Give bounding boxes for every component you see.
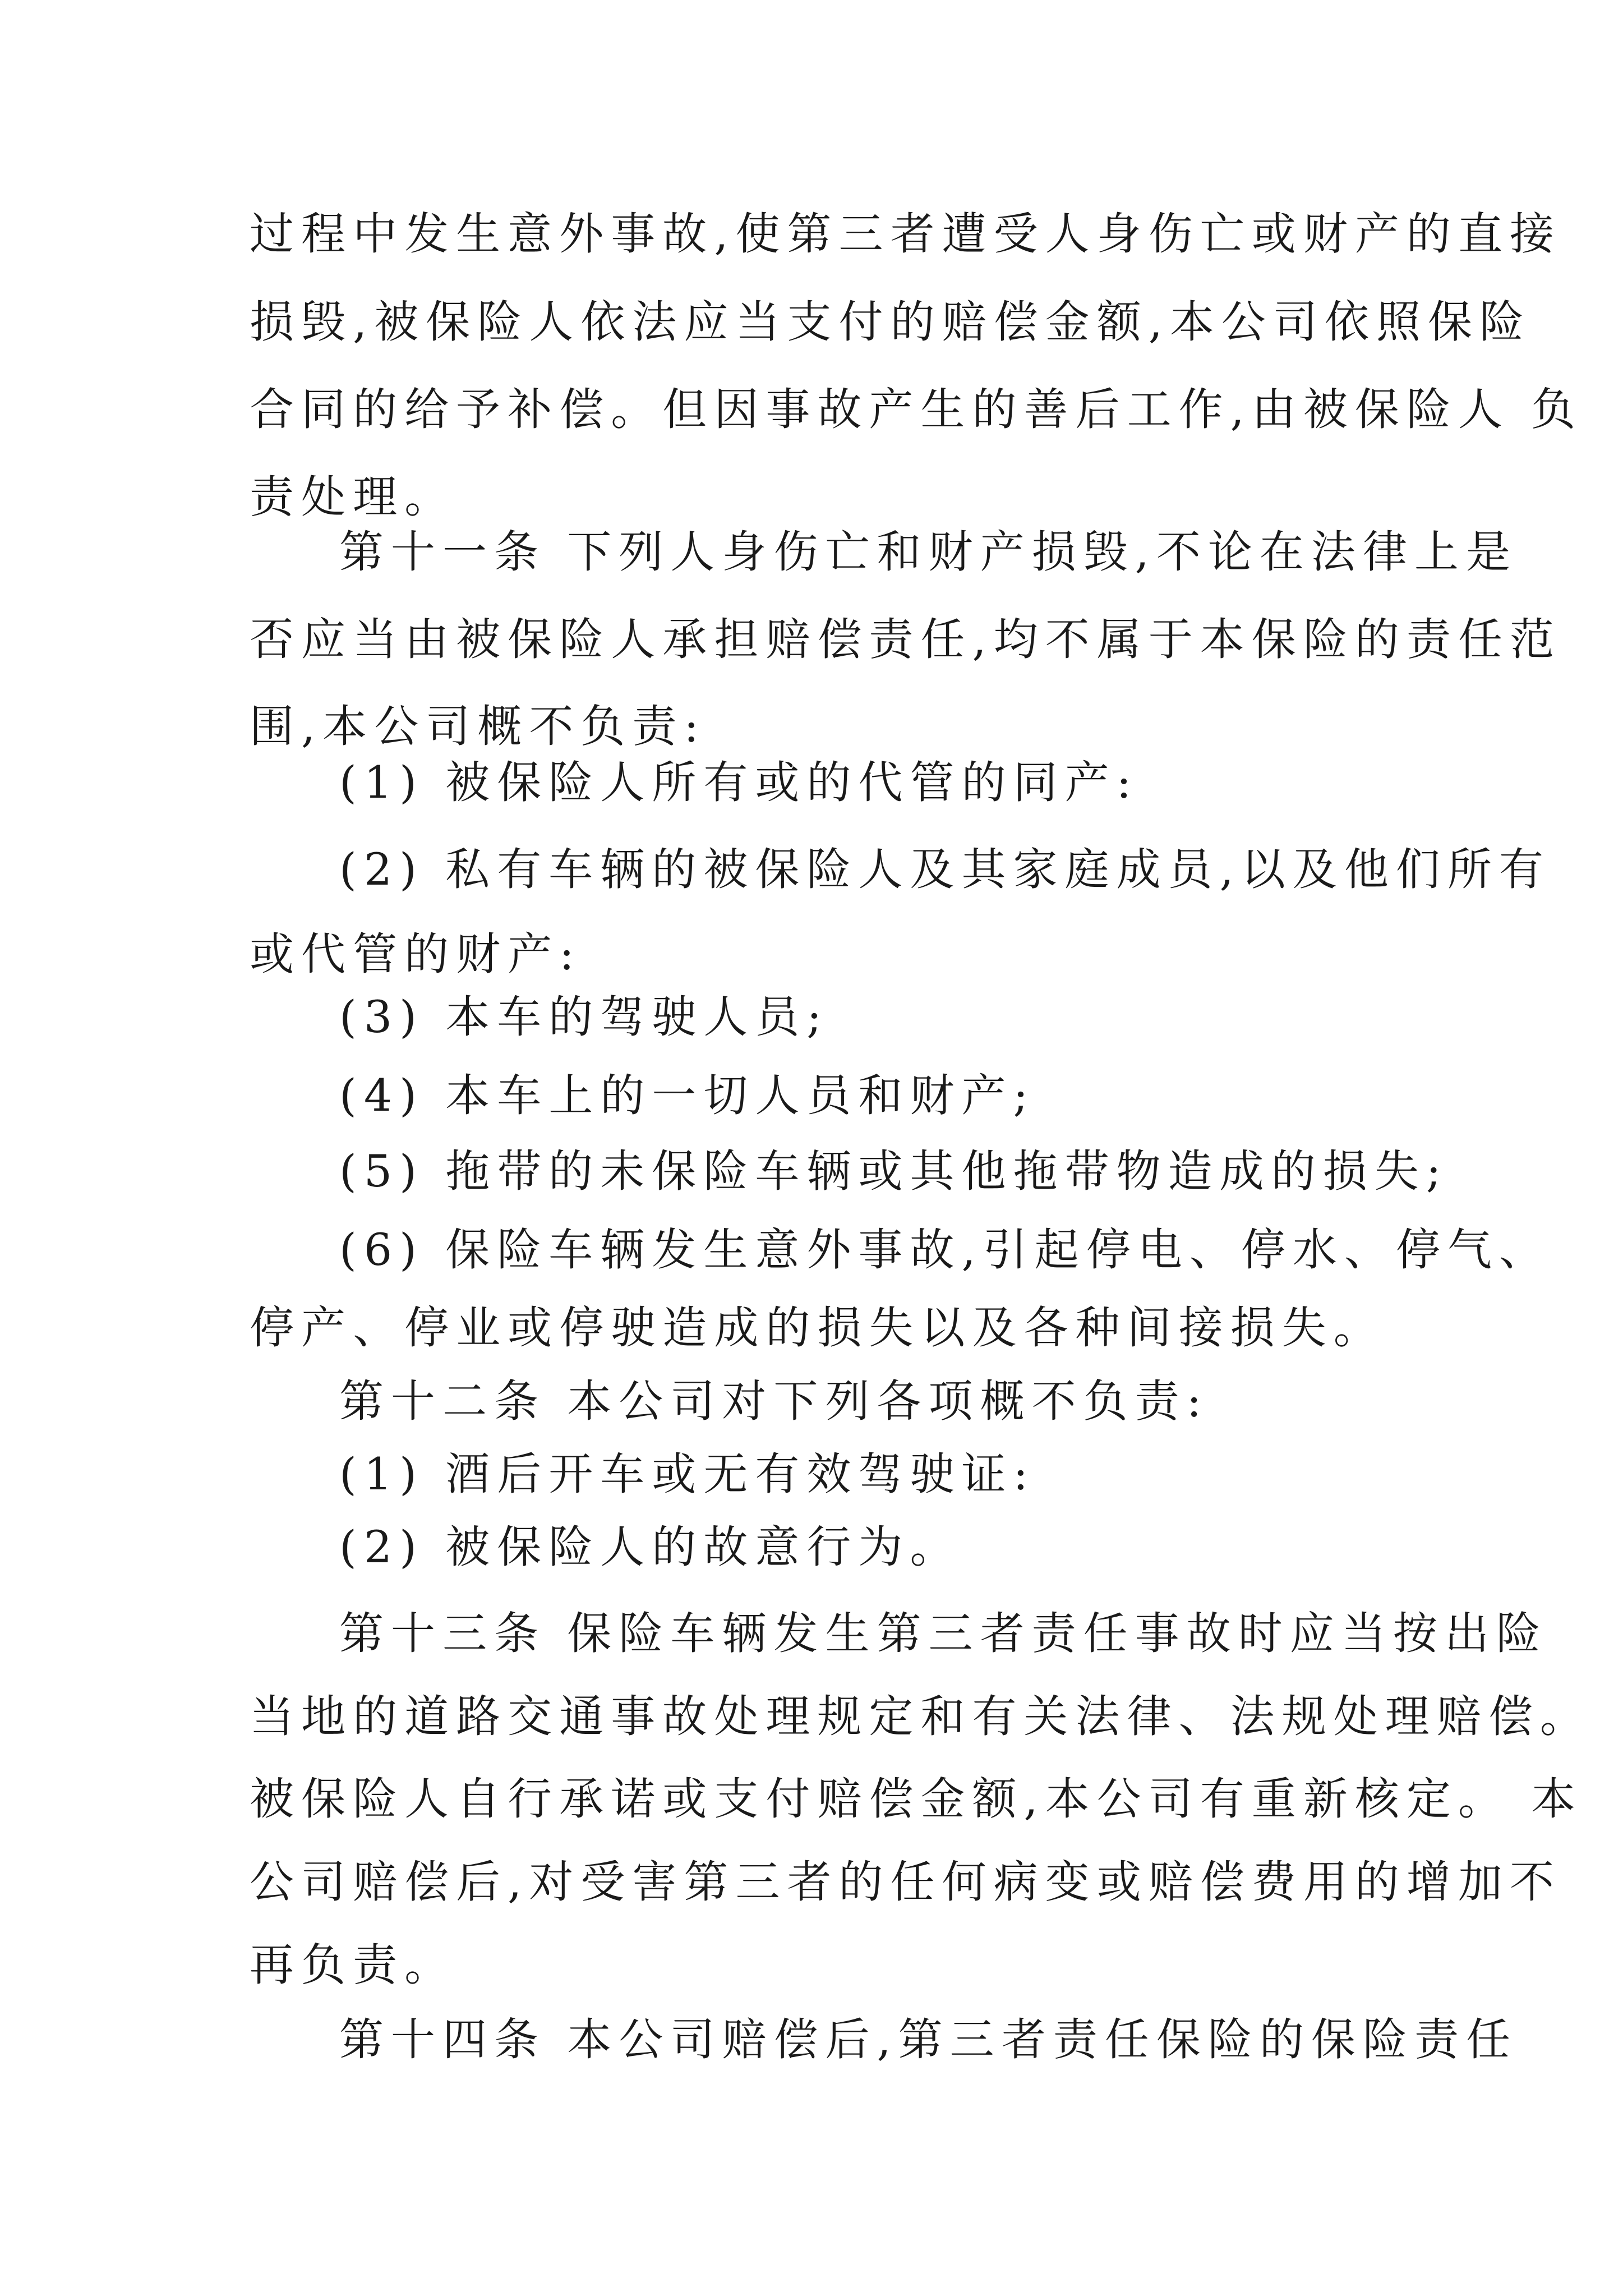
list-item: (6) 保险车辆发生意外事故,引起停电、停水、停气、: [339, 1224, 1551, 1276]
text-line: 停产、停业或停驶造成的损失以及各种间接损失。: [250, 1302, 1385, 1354]
list-item: (1) 被保险人所有或的代管的同产:: [339, 757, 1139, 808]
list-item: (1) 酒后开车或无有效驾驶证:: [339, 1448, 1036, 1500]
text-line: 或代管的财产:: [250, 928, 582, 980]
article-13-heading: 第十三条 保险车辆发生第三者责任事故时应当按出险: [339, 1608, 1548, 1659]
list-item: (2) 私有车辆的被保险人及其家庭成员,以及他们所有: [339, 844, 1551, 895]
list-item: (4) 本车上的一切人员和财产;: [339, 1070, 1036, 1121]
text-line: 公司赔偿后,对受害第三者的任何病变或赔偿费用的增加不: [250, 1856, 1562, 1908]
text-line: 当地的道路交通事故处理规定和有关法律、法规处理赔偿。: [250, 1691, 1592, 1742]
text-line: 否应当由被保险人承担赔偿责任,均不属于本保险的责任范: [250, 614, 1562, 665]
list-item: (5) 拖带的未保险车辆或其他拖带物造成的损失;: [339, 1145, 1449, 1197]
text-line: 再负责。: [250, 1939, 457, 1991]
text-line: 责处理。: [250, 471, 457, 523]
article-12-heading: 第十二条 本公司对下列各项概不负责:: [339, 1375, 1209, 1427]
article-14-heading: 第十四条 本公司赔偿后,第三者责任保险的保险责任: [339, 2014, 1518, 2065]
text-line: 围,本公司概不负责:: [250, 701, 707, 752]
article-11-heading: 第十一条 下列人身伤亡和财产损毁,不论在法律上是: [339, 526, 1518, 578]
text-line: 合同的给予补偿。但因事故产生的善后工作,由被保险人 负: [250, 384, 1583, 435]
text-line: 过程中发生意外事故,使第三者遭受人身伤亡或财产的直接: [250, 208, 1562, 260]
text-line: 损毁,被保险人依法应当支付的赔偿金额,本公司依照保险: [250, 296, 1532, 348]
text-line: 被保险人自行承诺或支付赔偿金额,本公司有重新核定。 本: [250, 1773, 1583, 1825]
list-item: (3) 本车的驾驶人员;: [339, 991, 829, 1043]
list-item: (2) 被保险人的故意行为。: [339, 1521, 962, 1573]
